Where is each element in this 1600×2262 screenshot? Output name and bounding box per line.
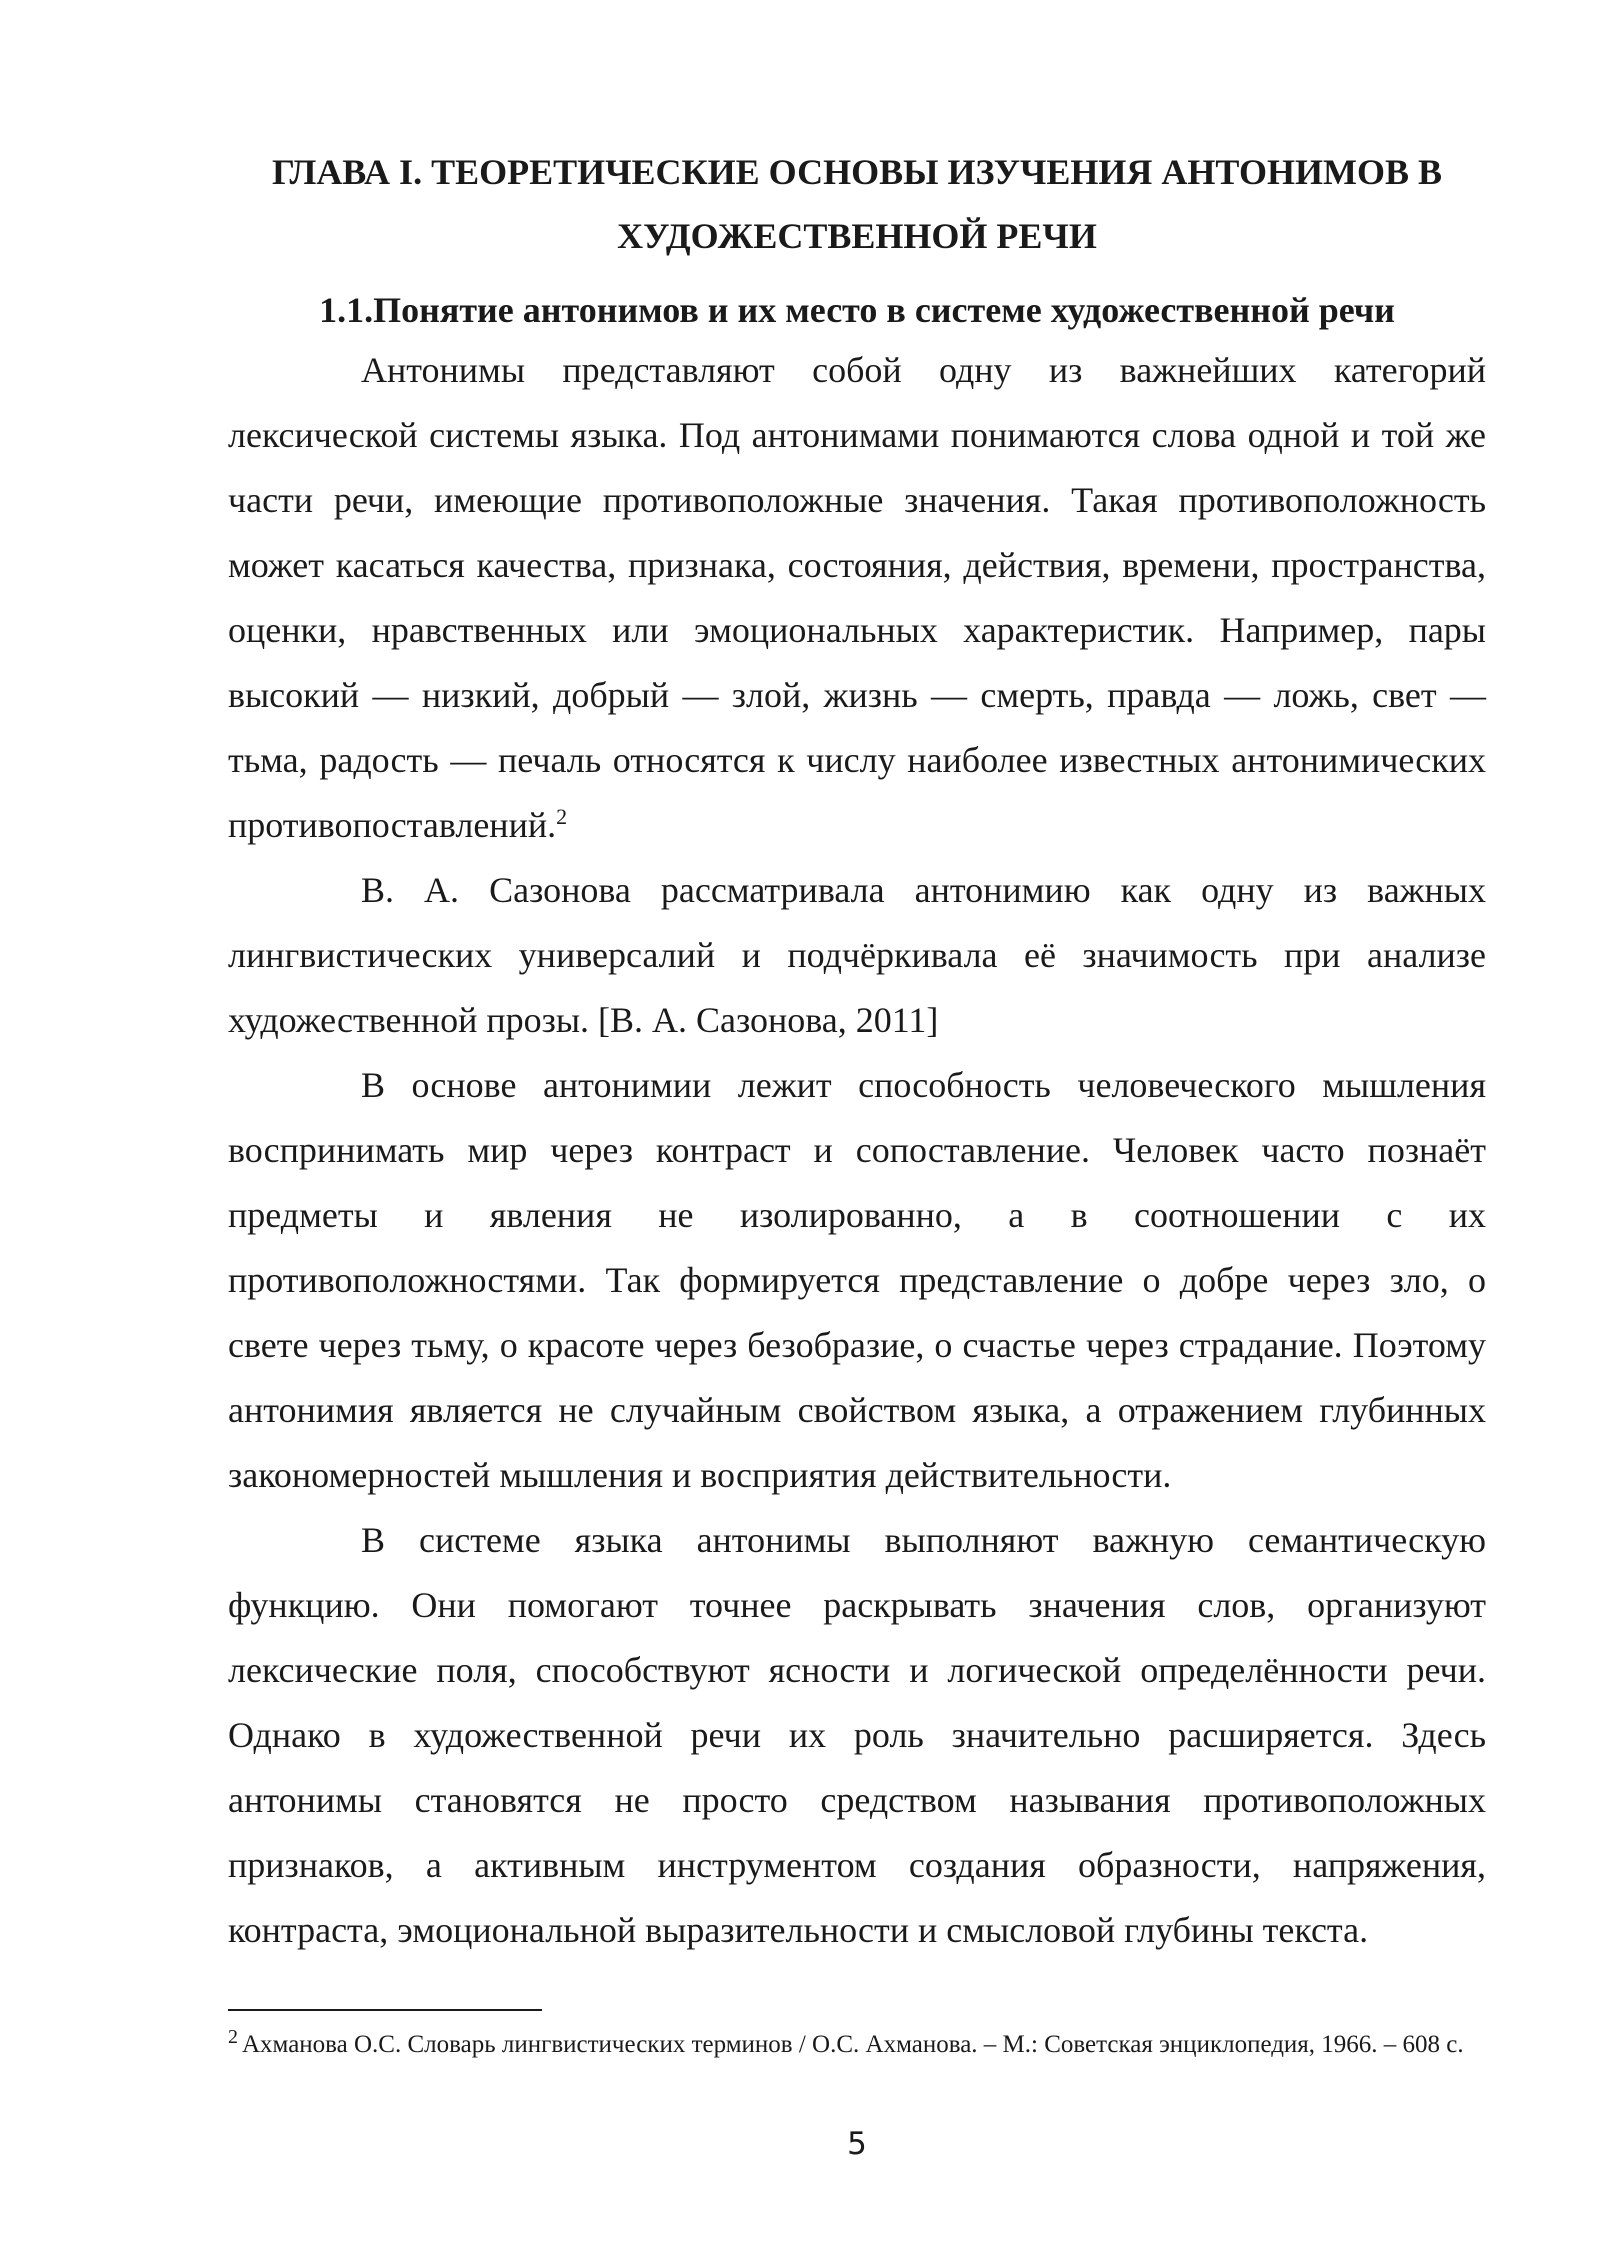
paragraph-text: В. А. Сазонова рассматривала антонимию как одну из важных лингвистических универсалий и подчёркивала её значимость при анализе художественной прозы. [В. А. Сазонова, 2011] [228, 870, 1486, 1040]
paragraph-text: Антонимы представляют собой одну из важнейших категорий лексической системы языка. Под антонимами понимаются слова одной и той же части речи, имеющие противоположные значения. Такая противоположность может касаться качества, признака, состояния, действия, времени, пространства, оценки, нравственных или эмоциональных характеристик. Например, пары высокий — низкий, добрый — злой, жизнь — смерть, правда — ложь, свет — тьма, радость — печаль относятся к числу наиболее известных антонимических противопоставлений. [228, 350, 1486, 845]
paragraph [228, 1053, 1486, 1508]
paragraph-text: В системе языка антонимы выполняют важную семантическую функцию. Они помогают точнее раскрывать значения слов, организуют лексические поля, способствуют ясности и логической определённости речи. Однако в художественной речи их роль значительно расширяется. Здесь антонимы становятся не просто средством называния противоположных признаков, а активным инструментом создания образности, напряжения, контраста, эмоциональной выразительности и смысловой глубины текста. [228, 1520, 1486, 1950]
paragraph-text: В основе антонимии лежит способность человеческого мышления воспринимать мир через контраст и сопоставление. Человек часто познаёт предметы и явления не изолированно, а в соотношении с их противоположностями. Так формируется представление о добре через зло, о свете через тьму, о красоте через безобразие, о счастье через страдание. Поэтому антонимия является не случайным свойством языка, а отражением глубинных закономерностей мышления и восприятия действительности. [228, 1065, 1486, 1495]
footnote-reference[interactable]: 2 [556, 804, 568, 829]
footnote-separator [228, 2009, 542, 2011]
paragraph [228, 858, 1486, 1053]
footnote [228, 2022, 1486, 2067]
footnote-mark: 2 [228, 2025, 238, 2048]
footnote-text: Ахманова О.С. Словарь лингвистических терминов / О.С. Ахманова. – М.: Советская энциклопедия, 1966. – 608 с. [242, 2031, 1464, 2058]
page-number: 5 [847, 2126, 867, 2162]
paragraph [228, 338, 1486, 858]
body-text [228, 338, 1486, 1963]
chapter-title: ГЛАВА I. ТЕОРЕТИЧЕСКИЕ ОСНОВЫ ИЗУЧЕНИЯ АНТОНИМОВ В ХУДОЖЕСТВЕННОЙ РЕЧИ [272, 152, 1442, 256]
paragraph [228, 1508, 1486, 1963]
section-title: 1.1.Понятие антонимов и их место в системе художественной речи [319, 290, 1395, 330]
